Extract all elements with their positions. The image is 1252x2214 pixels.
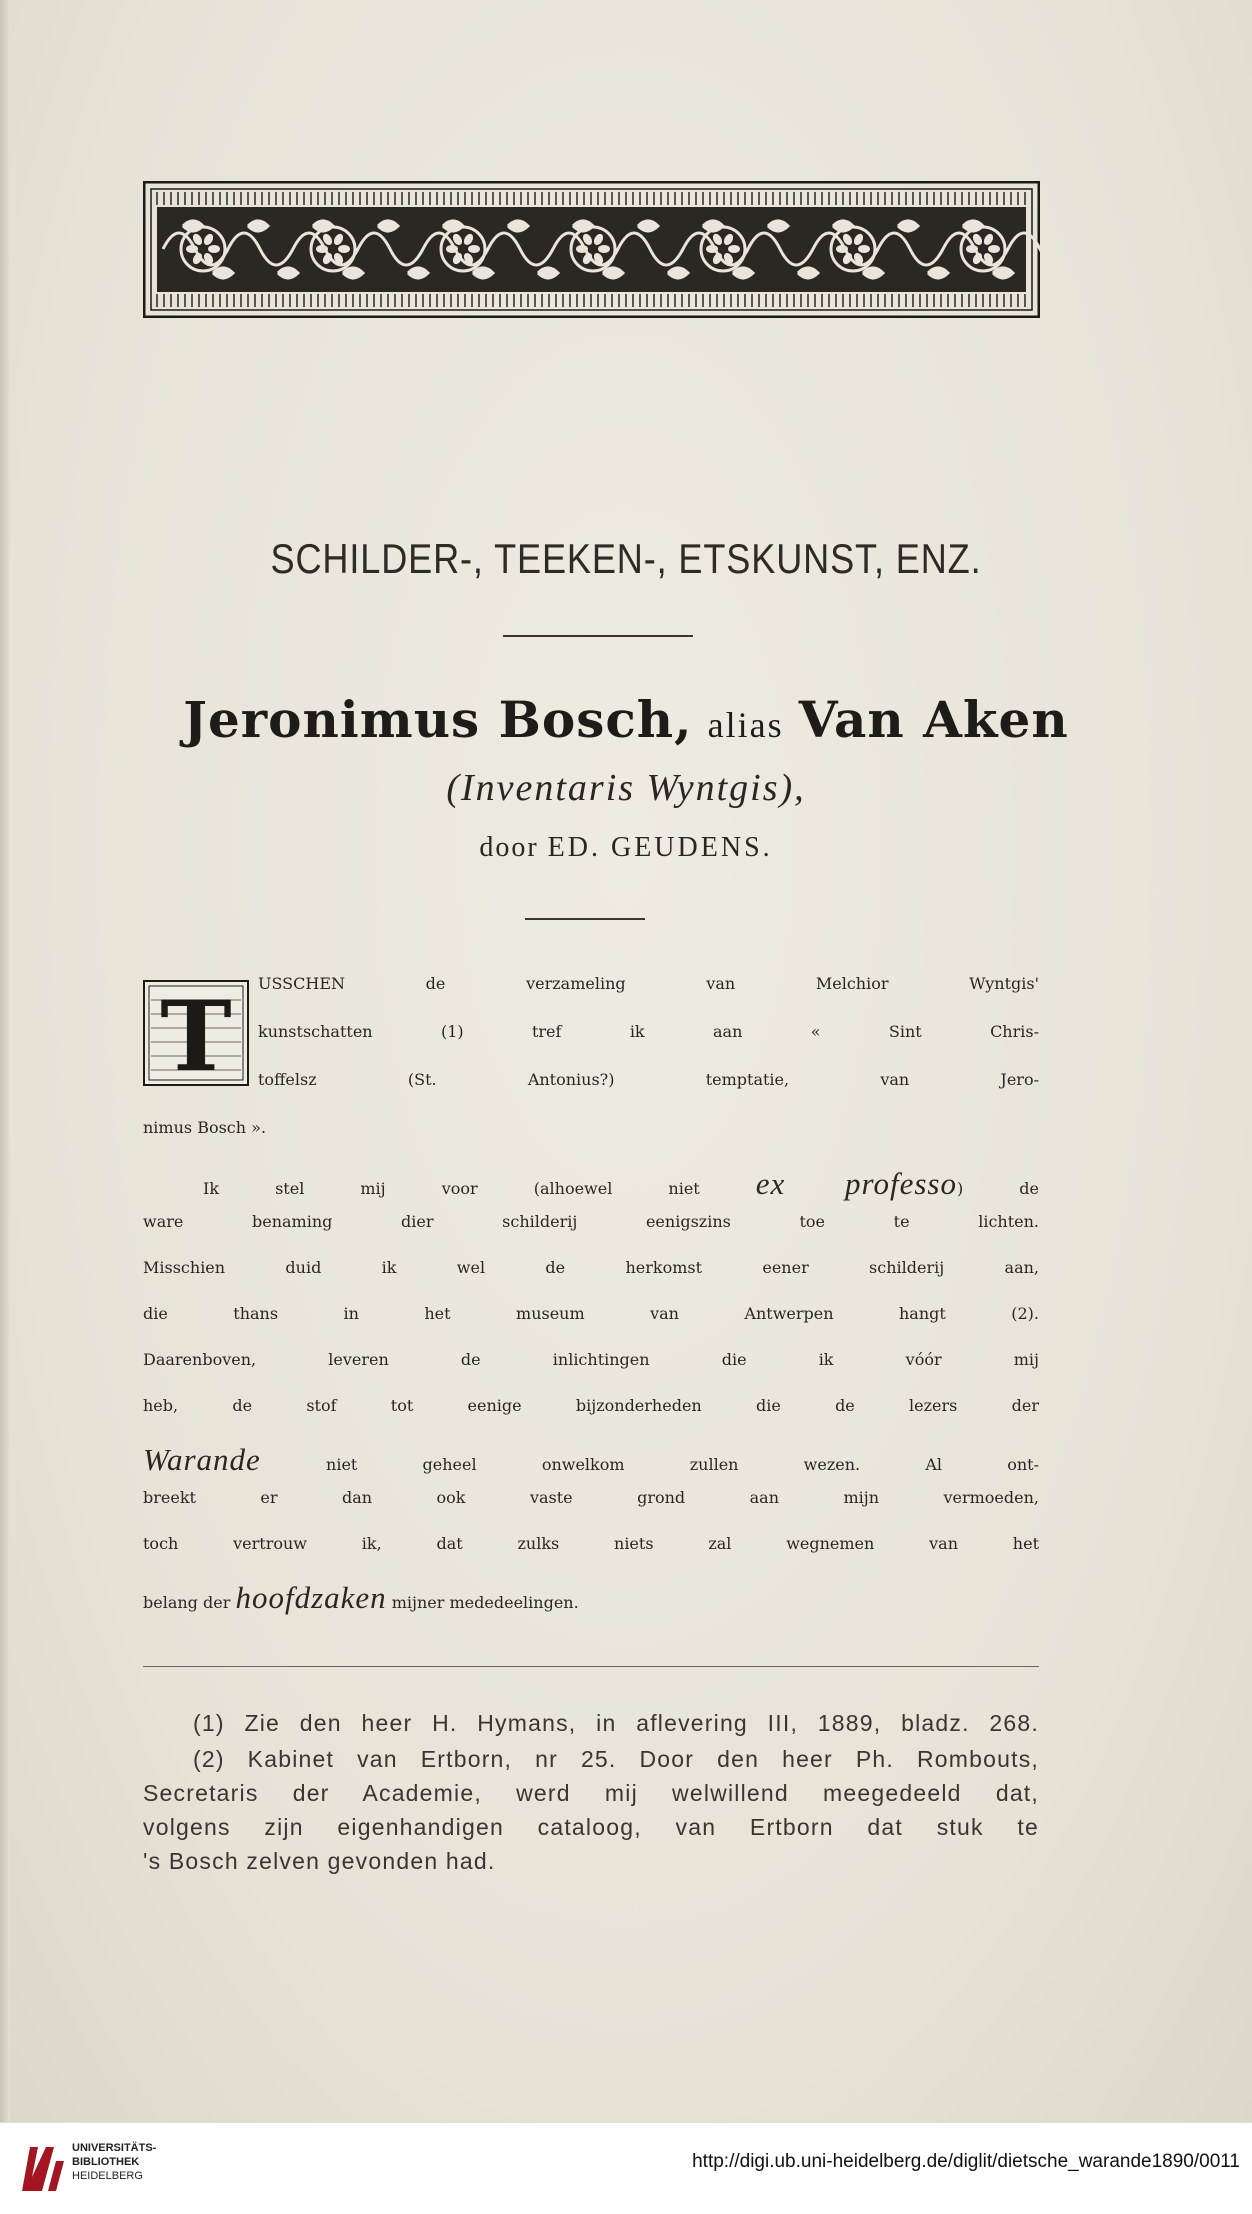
viewer-footer-bar xyxy=(0,2122,1252,2214)
page-edge-shadow xyxy=(0,0,10,2122)
article-subtitle: (Inventaris Wyntgis), xyxy=(446,767,806,809)
body-line xyxy=(143,1350,1039,1369)
text-run: belang der xyxy=(143,1593,236,1612)
text-run: Daarenboven, leveren de inlichtingen die ik vóór mij xyxy=(143,1350,1039,1369)
footnote-line: 's Bosch zelven gevonden had. xyxy=(143,1848,496,1874)
italic-phrase: Warande xyxy=(143,1442,261,1477)
footnote-line: volgens zijn eigenhandigen cataloog, van Ertborn dat stuk te xyxy=(143,1814,1039,1840)
library-name xyxy=(72,2141,156,2183)
library-line-1: UNIVERSITÄTS- xyxy=(72,2142,157,2154)
body-line xyxy=(258,1022,1039,1041)
italic-phrase: hoofdzaken xyxy=(235,1580,387,1615)
title-alt-name: Van Aken xyxy=(798,690,1069,749)
text-run: breekt er dan ook vaste grond aan mijn vermoeden, xyxy=(143,1488,1039,1507)
article-author xyxy=(0,832,1252,864)
title-alias: alias xyxy=(707,705,784,745)
footnote-rule xyxy=(143,1666,1039,1667)
dropcap-ornament-icon xyxy=(143,980,249,1086)
text-run: die thans in het museum van Antwerpen hangt (2). xyxy=(143,1304,1039,1323)
body-line xyxy=(143,1488,1039,1507)
footnote-line: Secretaris der Academie, werd mij welwillend meegedeeld dat, xyxy=(143,1780,1039,1806)
text-run: nimus Bosch ». xyxy=(143,1118,267,1137)
text-run: USSCHEN de verzameling van Melchior Wyntgis' xyxy=(258,974,1039,993)
text-run: ) de xyxy=(956,1179,1039,1198)
body-line xyxy=(143,1580,1039,1616)
author-name: ED. GEUDENS. xyxy=(547,832,773,863)
author-prefix: door xyxy=(479,832,539,863)
body-line xyxy=(143,1118,1039,1137)
library-line-3: HEIDELBERG xyxy=(72,2170,143,2182)
library-line-2: BIBLIOTHEK xyxy=(72,2156,140,2168)
body-line xyxy=(143,1258,1039,1277)
body-line xyxy=(143,1304,1039,1323)
body-line xyxy=(143,1534,1039,1553)
text-run: niet geheel onwelkom zullen wezen. Al ont- xyxy=(260,1455,1039,1474)
permalink-url[interactable]: http://digi.ub.uni-heidelberg.de/diglit/dietsche_warande1890/0011 xyxy=(692,2151,1240,2172)
author-rule xyxy=(525,918,645,920)
title-rule xyxy=(503,635,693,637)
article-title xyxy=(0,690,1252,749)
body-line xyxy=(258,1070,1039,1089)
title-name: Jeronimus Bosch, xyxy=(183,690,693,749)
body-line xyxy=(143,1396,1039,1415)
dropcap-letter: T xyxy=(160,980,232,1086)
footnote-line: (2) Kabinet van Ertborn, nr 25. Door den heer Ph. Rombouts, xyxy=(193,1746,1039,1772)
body-line xyxy=(143,1212,1039,1231)
body-line xyxy=(258,974,1039,993)
text-run: toffelsz (St. Antonius?) temptatie, van Jero- xyxy=(258,1070,1039,1089)
text-run: kunstschatten (1) tref ik aan « Sint Chris- xyxy=(258,1022,1039,1041)
italic-phrase: ex professo xyxy=(755,1166,957,1201)
text-run: Ik stel mij voor (alhoewel niet xyxy=(203,1179,756,1198)
text-run: ware benaming dier schilderij eenigszins toe te lichten. xyxy=(143,1212,1039,1231)
text-run: heb, de stof tot eenige bijzonderheden die de lezers der xyxy=(143,1396,1039,1415)
text-run: mijner mededeelingen. xyxy=(386,1593,579,1612)
body-line xyxy=(203,1166,1039,1202)
ornament-band-icon xyxy=(143,181,1040,318)
text-run: toch vertrouw ik, dat zulks niets zal wegnemen van het xyxy=(143,1534,1039,1553)
footnote-line: (1) Zie den heer H. Hymans, in aflevering III, 1889, bladz. 268. xyxy=(193,1710,1039,1736)
section-title: SCHILDER-, TEEKEN-, ETSKUNST, ENZ. xyxy=(270,535,982,582)
text-run: Misschien duid ik wel de herkomst eener schilderij aan, xyxy=(143,1258,1039,1277)
body-line xyxy=(143,1442,1039,1478)
